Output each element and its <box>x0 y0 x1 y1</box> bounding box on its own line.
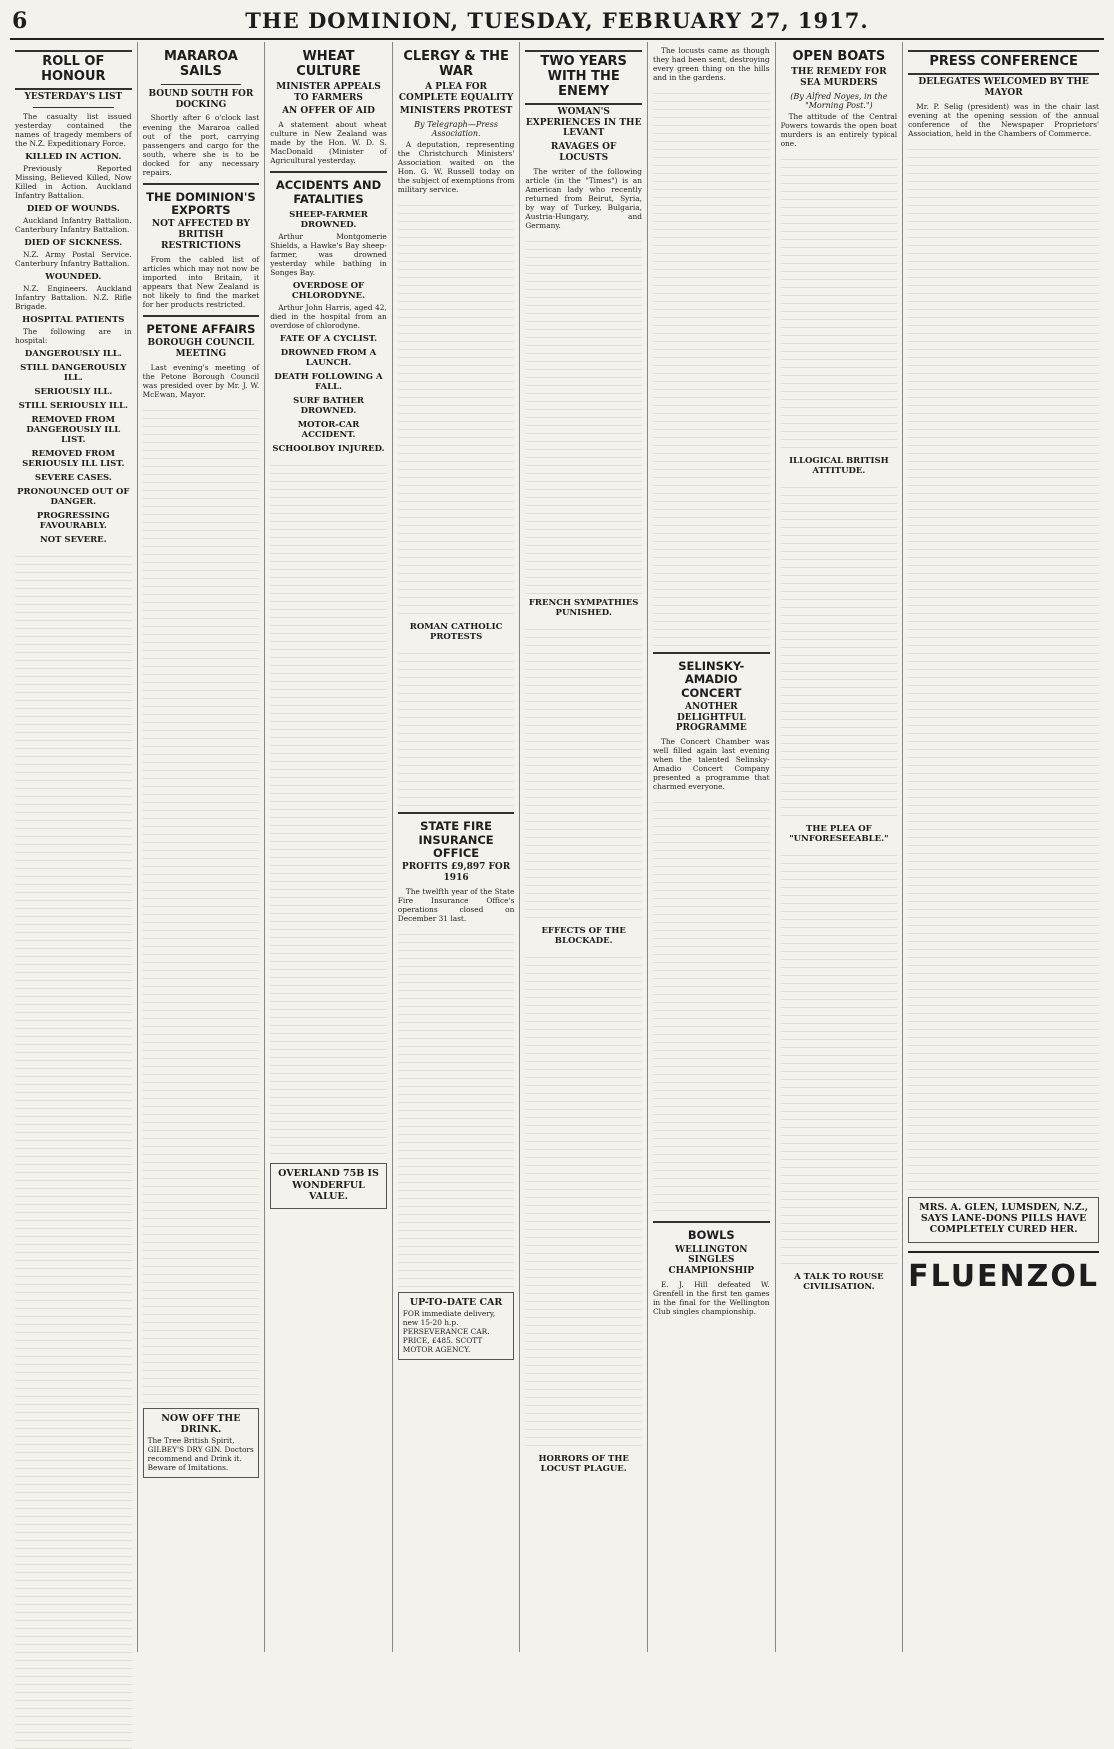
column-heading: CLERGY & THE WAR <box>403 49 509 79</box>
accident-heading: OVERDOSE OF CHLORODYNE. <box>291 281 366 302</box>
column-heading: WHEAT CULTURE <box>296 49 361 79</box>
casualty-section-heading: KILLED IN ACTION. <box>25 151 122 162</box>
body-text-filler <box>270 458 387 1158</box>
article-heading: BOWLS <box>687 1228 735 1243</box>
section-heading: A TALK TO ROUSE CIVILISATION. <box>794 1271 884 1292</box>
fluenzol-brand: FLUENZOL <box>908 1251 1099 1294</box>
accident-heading: DROWNED FROM A LAUNCH. <box>280 348 377 369</box>
article-heading: ACCIDENTS AND FATALITIES <box>275 178 382 206</box>
casualty-section-heading: REMOVED FROM DANGEROUSLY ILL LIST. <box>26 415 121 446</box>
masthead <box>10 8 1104 40</box>
body-text-filler <box>908 142 1099 1192</box>
body-text-filler <box>781 480 898 820</box>
column-heading: ROLL OF HONOUR <box>15 50 132 90</box>
body-text-filler <box>525 234 642 594</box>
advertisement <box>143 1408 260 1478</box>
casualty-section-heading: SERIOUSLY ILL. <box>34 387 113 398</box>
divider <box>33 107 114 108</box>
column-subheading: YESTERDAY'S LIST <box>24 91 123 102</box>
section-heading: HORRORS OF THE LOCUST PLAGUE. <box>538 1454 629 1475</box>
casualty-section-heading: STILL SERIOUSLY ILL. <box>18 401 128 412</box>
section-heading: FRENCH SYMPATHIES PUNISHED. <box>528 598 639 619</box>
column-two-years-enemy <box>520 42 648 1652</box>
article-heading: STATE FIRE INSURANCE OFFICE <box>418 819 494 860</box>
ad-heading: NOW OFF THE DRINK. <box>161 1412 241 1436</box>
body-text-filler <box>143 403 260 1403</box>
divider <box>653 652 770 654</box>
ad-heading: OVERLAND 75B IS WONDERFUL VALUE. <box>278 1168 379 1202</box>
article-body: The Concert Chamber was well filled again last evening when the talented Selinsky-Amadio Concert Company presented a programme that charmed everyone. <box>652 737 770 792</box>
accident-heading: SURF BATHER DROWNED. <box>293 396 364 417</box>
column-subheading: THE REMEDY FOR SEA MURDERS <box>791 66 887 88</box>
column-subheading-2: AN OFFER OF AID <box>282 106 375 117</box>
column-heading: OPEN BOATS <box>792 49 886 64</box>
accident-heading: MOTOR-CAR ACCIDENT. <box>297 420 360 441</box>
divider <box>161 84 242 85</box>
casualty-section-heading: PRONOUNCED OUT OF DANGER. <box>17 487 130 508</box>
article-heading: SELINSKY-AMADIO CONCERT <box>678 659 745 700</box>
column-heading: TWO YEARS WITH THE ENEMY <box>525 50 642 105</box>
casualty-section-heading: DIED OF WOUNDS. <box>26 203 120 214</box>
article-heading: PETONE AFFAIRS <box>146 321 256 336</box>
column-maraora-exports <box>138 42 266 1652</box>
article-body: The locusts came as though they had been sent, destroying every green thing on the hills and in the gardens. <box>652 46 770 83</box>
article-body: A deputation, representing the Christchurch Ministers' Association waited on the Hon. G. W. Russell today on the subject of exemptions from military service. <box>397 140 515 195</box>
casualty-section-heading: WOUNDED. <box>45 272 102 283</box>
byline: By Telegraph—Press Association. <box>414 120 498 139</box>
divider <box>143 315 260 317</box>
newspaper-title: THE DOMINION, TUESDAY, FEBRUARY 27, 1917. <box>245 8 869 33</box>
column-subheading: WOMAN'S EXPERIENCES IN THE LEVANT <box>525 106 642 139</box>
column-subheading-2: RAVAGES OF LOCUSTS <box>550 142 617 163</box>
accident-heading: SHEEP-FARMER DROWNED. <box>289 209 368 230</box>
article-body: Last evening's meeting of the Petone Borough Council was presided over by Mr. J. W. McEwan, Mayor. <box>142 362 260 399</box>
divider <box>398 812 515 814</box>
article-heading: ROMAN CATHOLIC PROTESTS <box>409 622 503 643</box>
casualty-section-heading: STILL DANGEROUSLY ILL. <box>20 363 127 384</box>
ad-heading: MRS. A. GLEN, LUMSDEN, N.Z., SAYS LANE-DONS PILLS HAVE COMPLETELY CURED HER. <box>919 1201 1089 1236</box>
casualty-section-text: N.Z. Army Postal Service. Canterbury Infantry Battalion. <box>15 249 132 269</box>
article-body: The casualty list issued yesterday contained the names of tragedy members of the N.Z. Expeditionary Force. <box>15 111 132 148</box>
casualty-section-text: Auckland Infantry Battalion. Canterbury Infantry Battalion. <box>15 215 132 234</box>
column-subheading: DELEGATES WELCOMED BY THE MAYOR <box>918 76 1089 98</box>
casualty-section-heading: PROGRESSING FAVOURABLY. <box>36 511 110 532</box>
casualty-sections <box>15 152 132 545</box>
body-text-filler <box>781 152 898 452</box>
article-subheading: WELLINGTON SINGLES CHAMPIONSHIP <box>668 1244 755 1277</box>
casualty-section-heading: DIED OF SICKNESS. <box>24 237 123 248</box>
article-subheading: BOROUGH COUNCIL MEETING <box>147 337 255 359</box>
ad-body: The Tree British Spirit, GILBEY'S DRY GIN. Doctors recommend and Drink it. Beware of Imitations. <box>147 1436 254 1473</box>
article-body: The twelfth year of the State Fire Insurance Office's operations closed on December 31 last. <box>397 886 515 923</box>
column-heading: PRESS CONFERENCE <box>908 50 1099 75</box>
casualty-section-heading: HOSPITAL PATIENTS <box>22 315 125 326</box>
casualty-section-text: N.Z. Engineers. Auckland Infantry Battalion. N.Z. Rifle Brigade. <box>15 284 132 312</box>
body-text-filler <box>781 848 898 1268</box>
article-body: The writer of the following article (in the "Times") is an American lady who recently returned from Beirut, Syria, by way of Turkey, Bulgaria, Austria-Hungary, and Germany. <box>525 166 642 230</box>
article-body: Mr. P. Selig (president) was in the chair last evening at the opening session of the annual conference of the Newspaper Proprietors' Association, held in the Chambers of Commerce. <box>908 101 1100 138</box>
column-subheading-2: MINISTERS PROTEST <box>399 106 513 117</box>
accident-text: Arthur Montgomerie Shields, a Hawke's Bay sheep-farmer, was drowned yesterday while bathing in Songes Bay. <box>270 231 387 277</box>
article-subheading: NOT AFFECTED BY BRITISH RESTRICTIONS <box>151 219 250 251</box>
article-body: A statement about wheat culture in New Zealand was made by the Hon. W. D. S. MacDonald (Minister of Agricultural yesterday. <box>270 120 387 166</box>
columns <box>10 42 1104 1652</box>
casualty-section-text: The following are in hospital: <box>15 327 132 346</box>
ad-body: FOR immediate delivery, new 15-20 h.p. PERSEVERANCE CAR. PRICE, £485. SCOTT MOTOR AGENCY. <box>402 1309 496 1354</box>
column-concert-bowls <box>648 42 776 1652</box>
accident-heading: FATE OF A CYCLIST. <box>279 334 378 345</box>
column-clergy <box>393 42 521 1652</box>
section-heading: ILLOGICAL BRITISH ATTITUDE. <box>789 455 889 476</box>
casualty-section-heading: NOT SEVERE. <box>39 535 107 546</box>
advertisement <box>398 1292 515 1360</box>
article-body: The attitude of the Central Powers towards the open boat murders is an entirely typical one. <box>780 111 898 148</box>
accident-heading: DEATH FOLLOWING A FALL. <box>274 372 383 393</box>
divider <box>270 171 387 173</box>
casualty-section-heading: DANGEROUSLY ILL. <box>24 349 122 360</box>
body-text-filler <box>398 198 515 618</box>
column-subheading: MINISTER APPEALS TO FARMERS <box>276 81 381 103</box>
article-heading: THE DOMINION'S EXPORTS <box>146 189 256 217</box>
casualty-section-heading: REMOVED FROM SERIOUSLY ILL LIST. <box>22 449 125 470</box>
accident-heading: SCHOOLBOY INJURED. <box>272 444 385 455</box>
article-body: E. J. Hill defeated W. Grenfell in the first ten games in the final for the Wellington Club singles championship. <box>652 1279 770 1317</box>
body-text-filler <box>398 927 515 1287</box>
body-text-filler <box>398 646 515 806</box>
divider <box>143 183 260 185</box>
column-subheading: BOUND SOUTH FOR DOCKING <box>148 88 254 110</box>
column-roll-of-honour <box>10 42 138 1652</box>
body-text-filler <box>525 622 642 922</box>
advertisement <box>908 1197 1099 1243</box>
body-text-filler <box>653 86 770 646</box>
ad-heading: UP-TO-DATE CAR <box>409 1296 503 1308</box>
advertisement <box>270 1163 387 1209</box>
body-text-filler <box>653 795 770 1215</box>
page-number: 6 <box>12 8 28 34</box>
article-subheading: ANOTHER DELIGHTFUL PROGRAMME <box>675 701 747 734</box>
divider <box>653 1221 770 1223</box>
column-press-conference <box>903 42 1104 1652</box>
column-subheading: A PLEA FOR COMPLETE EQUALITY <box>398 81 514 103</box>
column-open-boats <box>776 42 904 1652</box>
article-subheading: PROFITS £9,897 FOR 1916 <box>401 862 511 883</box>
article-body: From the cabled list of articles which may not now be imported into Britain, it appears that New Zealand is not likely to find the market for her products restricted. <box>142 254 260 309</box>
article-body: Shortly after 6 o'clock last evening the Mararoa called out of the port, carrying passengers and cargo for the south, where she is to be docked for any necessary repairs. <box>142 113 260 177</box>
body-text-filler <box>525 950 642 1450</box>
accident-text: Arthur John Harris, aged 42, died in the hospital from an overdose of chlorodyne. <box>270 303 387 331</box>
byline: (By Alfred Noyes, in the "Morning Post.") <box>790 91 888 110</box>
column-wheat-accidents <box>265 42 393 1652</box>
body-text-filler <box>15 549 132 1749</box>
casualty-section-heading: SEVERE CASES. <box>34 473 112 484</box>
column-heading: MARAROA SAILS <box>163 49 238 79</box>
casualty-section-text: Previously Reported Missing, Believed Killed, Now Killed in Action. Auckland Infantry Battalion. <box>15 163 132 200</box>
section-heading: EFFECTS OF THE BLOCKADE. <box>541 926 626 947</box>
accident-items <box>270 210 387 454</box>
section-heading: THE PLEA OF "UNFORESEEABLE." <box>789 823 889 844</box>
